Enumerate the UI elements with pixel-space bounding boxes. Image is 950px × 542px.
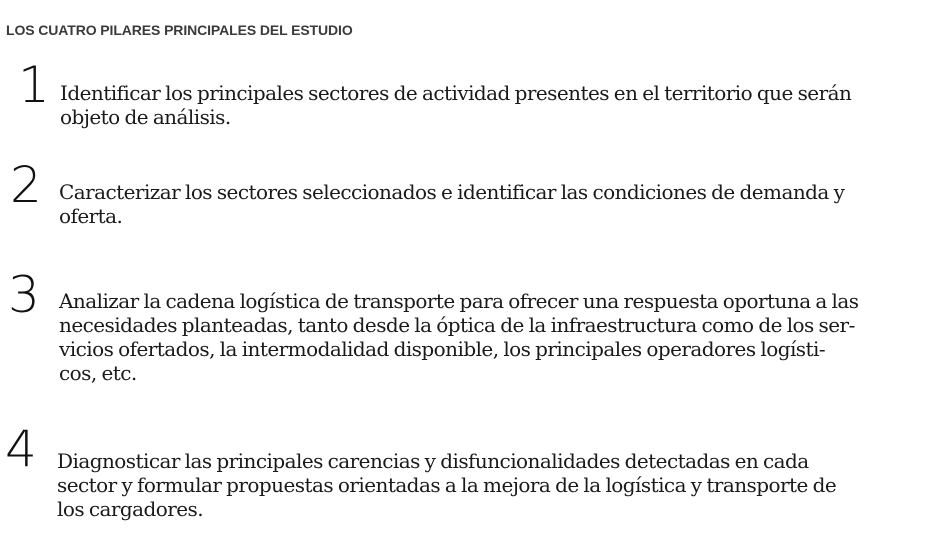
pillar-text-1: Identificar los principales sectores de actividad presentes en el territorio que serán objeto de análisis.	[60, 81, 852, 129]
pillar-text-3: Analizar la cadena logística de transporte para ofrecer una respuesta oportuna a las necesidades planteadas, tanto desde la óptica de la infraestructura como de los ser- vicios ofertados, la intermodalidad disponible, los principales operadores logísti- cos, etc.	[59, 289, 859, 385]
pillar-number-2: 2	[10, 156, 42, 214]
pillar-text-2: Caracterizar los sectores seleccionados e identificar las condiciones de demanda y oferta.	[59, 180, 845, 228]
pillar-number-3: 3	[8, 266, 40, 324]
pillar-item-4	[0, 422, 950, 542]
pillar-item-3	[0, 268, 950, 388]
section-heading: LOS CUATRO PILARES PRINCIPALES DEL ESTUDIO	[6, 22, 353, 38]
pillar-number-1: 1	[18, 56, 50, 114]
pillar-text-4: Diagnosticar las principales carencias y disfuncionalidades detectadas en cada sector y formular propuestas orientadas a la mejora de la logística y transporte de los cargadores.	[57, 449, 837, 521]
pillar-item-2	[0, 156, 950, 280]
pillar-number-4: 4	[5, 420, 37, 478]
